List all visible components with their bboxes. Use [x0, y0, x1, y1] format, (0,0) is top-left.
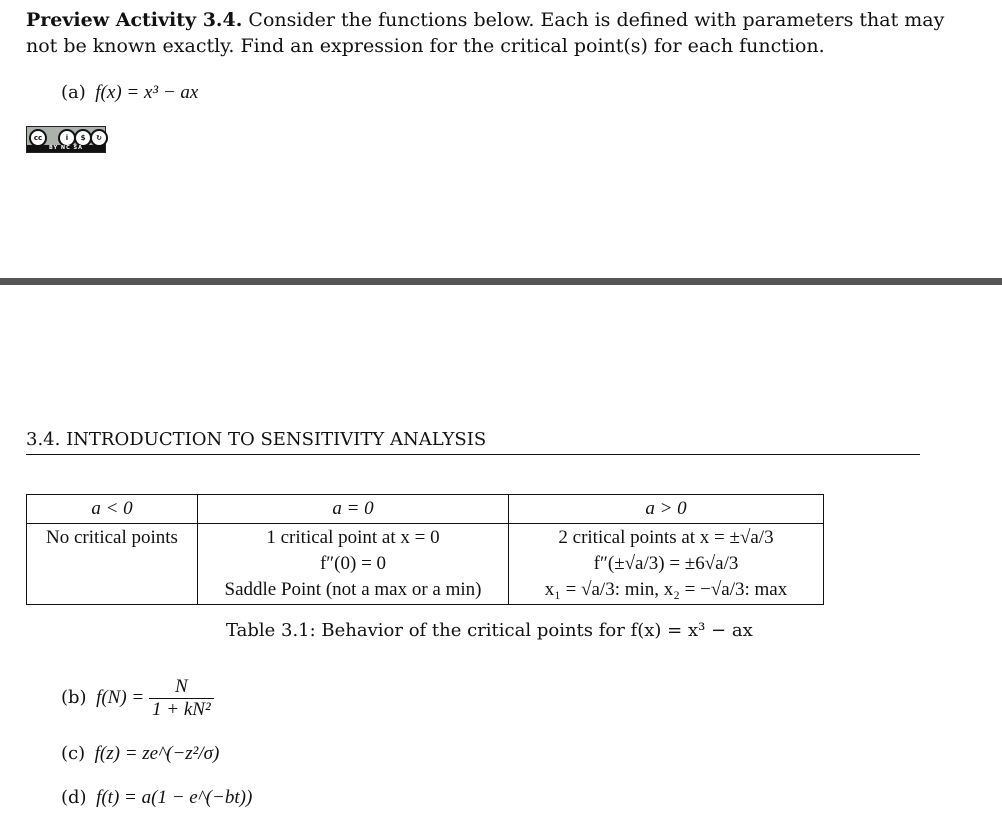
- by-icon: i: [58, 129, 76, 147]
- table-caption: Table 3.1: Behavior of the critical points for f(x) = x³ − ax: [226, 620, 753, 641]
- item-b-fraction: [149, 676, 214, 721]
- item-c-expr: f(z) = ze^(−z²/σ): [94, 743, 220, 764]
- item-b-denominator: 1 + kN²: [152, 699, 211, 720]
- item-a: [61, 82, 198, 104]
- cell-text: f″(0) = 0: [319, 553, 387, 574]
- nc-icon: $: [74, 129, 92, 147]
- sa-icon: ↻: [90, 129, 108, 147]
- item-d-label: (d): [61, 787, 87, 808]
- item-d: [61, 787, 252, 809]
- header-a-negative: a < 0: [27, 495, 198, 524]
- item-c: [61, 743, 219, 765]
- activity-body: Consider the functions below. Each is defined with parameters that may not be known exactly. Find an expression for the critical point(s) for each function.: [26, 9, 945, 57]
- page-divider: [0, 278, 1002, 285]
- item-d-expr: f(t) = a(1 − e^(−bt)): [96, 787, 253, 808]
- item-a-label: (a): [61, 82, 86, 103]
- cell-a-negative: [27, 524, 198, 605]
- header-a-positive: a > 0: [509, 495, 824, 524]
- item-a-expr: f(x) = x³ − ax: [95, 82, 199, 103]
- cc-license-badge: [26, 126, 106, 153]
- activity-title: Preview Activity 3.4.: [26, 9, 243, 31]
- license-label: BY NC SA: [27, 145, 105, 152]
- cell-text: 2 critical points at x = ±√a/3: [558, 527, 774, 548]
- item-c-label: (c): [61, 743, 86, 764]
- critical-points-table: [26, 494, 824, 605]
- cell-text: f″(±√a/3) = ±6√a/3: [593, 553, 739, 574]
- item-b-numerator: N: [149, 676, 214, 699]
- cell-text: 1 critical point at x = 0: [266, 527, 440, 548]
- cc-icon: cc: [29, 129, 47, 147]
- cell-text: Saddle Point (not a max or a min): [224, 579, 482, 600]
- item-b-lhs: f(N) =: [96, 686, 145, 708]
- header-a-zero: a = 0: [198, 495, 509, 524]
- cell-a-zero: [198, 524, 509, 605]
- cell-text: No critical points: [46, 527, 178, 548]
- item-b-label: (b): [61, 686, 87, 708]
- section-title: 3.4. INTRODUCTION TO SENSITIVITY ANALYSIS: [26, 429, 920, 455]
- item-b: [61, 676, 214, 721]
- cell-a-positive: [509, 524, 824, 605]
- cell-text: x₁ = √a/3: min, x₂ = −√a/3: max: [544, 579, 788, 600]
- activity-text: [26, 7, 966, 59]
